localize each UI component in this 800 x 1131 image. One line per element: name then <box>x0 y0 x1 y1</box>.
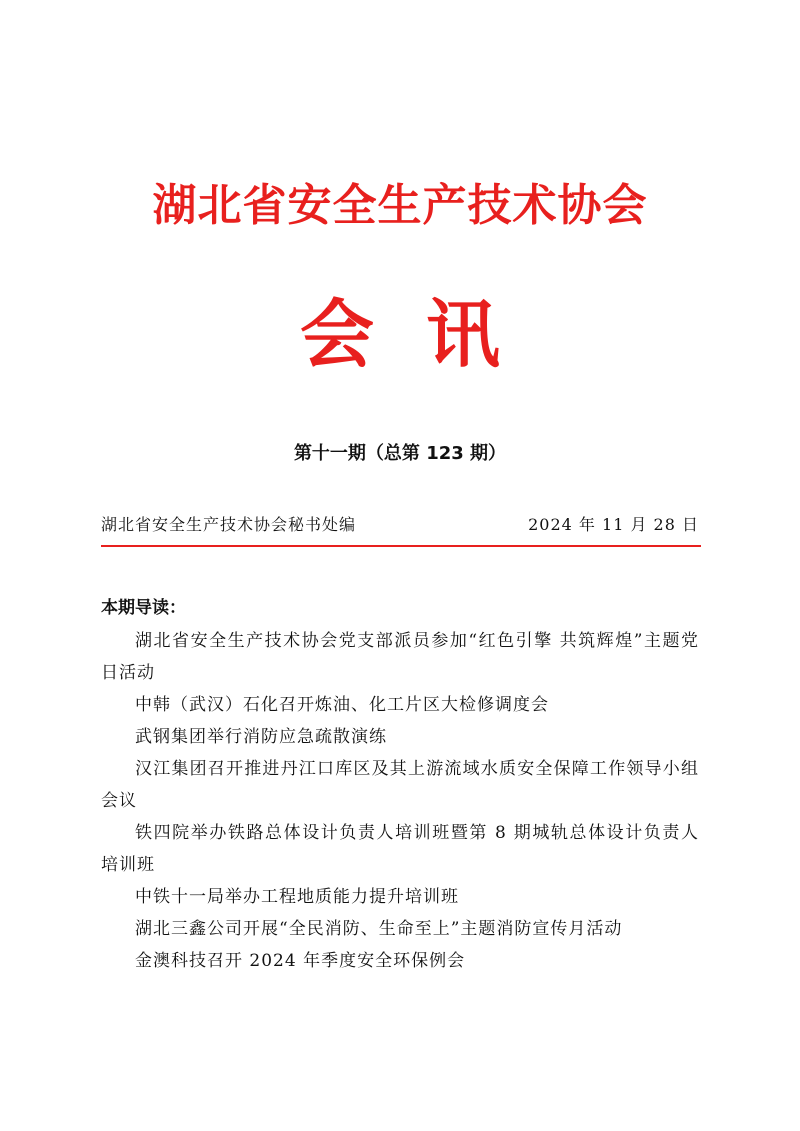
toc-item: 铁四院举办铁路总体设计负责人培训班暨第 8 期城轨总体设计负责人培训班 <box>101 823 699 875</box>
publication-title: 会讯 <box>300 292 552 378</box>
issue-date: 2024 年 11 月 28 日 <box>528 515 699 534</box>
editor-line: 湖北省安全生产技术协会秘书处编 <box>101 515 357 534</box>
issue-number: 第十一期（总第 123 期） <box>293 443 507 464</box>
toc-item: 中韩（武汉）石化召开炼油、化工片区大检修调度会 <box>135 695 549 715</box>
toc-list <box>101 625 699 977</box>
toc-item: 金澳科技召开 2024 年季度安全环保例会 <box>135 951 466 971</box>
masthead-meta-row <box>101 513 699 537</box>
toc-item: 湖北三鑫公司开展“全民消防、生命至上”主题消防宣传月活动 <box>135 919 623 939</box>
toc-item: 湖北省安全生产技术协会党支部派员参加“红色引擎 共筑辉煌”主题党日活动 <box>101 631 699 683</box>
toc-item: 武钢集团举行消防应急疏散演练 <box>135 727 387 747</box>
toc-heading: 本期导读： <box>101 598 186 618</box>
toc-item: 汉江集团召开推进丹江口库区及其上游流域水质安全保障工作领导小组会议 <box>101 759 699 811</box>
organization-title: 湖北省安全生产技术协会 <box>152 180 648 231</box>
toc-item: 中铁十一局举办工程地质能力提升培训班 <box>135 887 459 907</box>
masthead-divider <box>101 545 701 547</box>
